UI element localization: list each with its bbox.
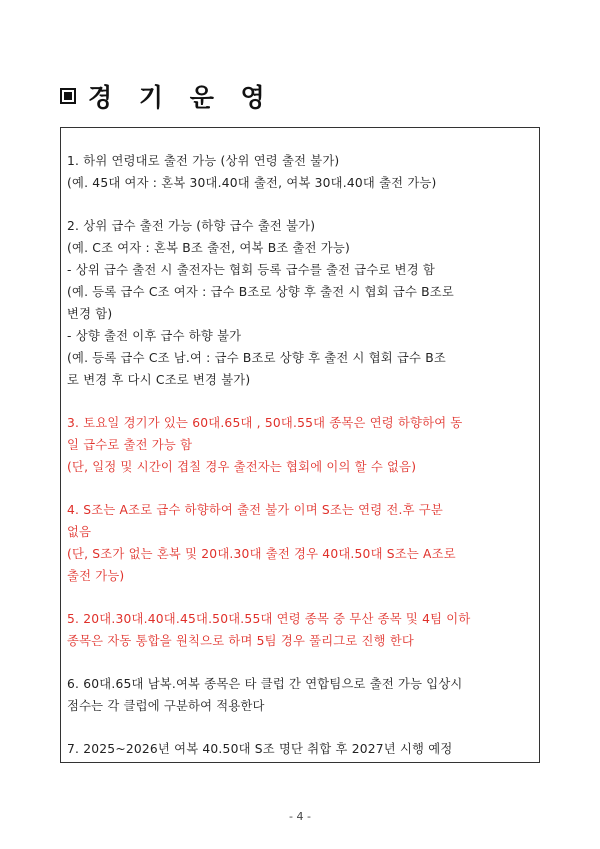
rule-line: 로 변경 후 다시 C조로 변경 불가) xyxy=(67,373,251,387)
rule-section-5 xyxy=(67,608,533,652)
rule-line: 종목은 자동 통합을 원칙으로 하며 5팀 경우 풀리그로 진행 한다 xyxy=(67,634,414,648)
page-heading xyxy=(60,80,274,112)
rule-section-6 xyxy=(67,673,533,717)
rule-line: (예. 등록 급수 C조 여자 : 급수 B조로 상향 후 출전 시 협회 급수 B조로 xyxy=(67,285,454,299)
rule-line: 점수는 각 클럽에 구분하여 적용한다 xyxy=(67,699,265,713)
rules-box xyxy=(60,127,540,763)
rule-line: 6. 60대.65대 남복.여복 종목은 타 클럽 간 연합팀으로 출전 가능 입상시 xyxy=(67,677,463,691)
rule-line: 변경 함) xyxy=(67,307,113,321)
rule-line: (예. 45대 여자 : 혼복 30대.40대 출전, 여복 30대.40대 출전 가능) xyxy=(67,176,437,190)
rule-section-2 xyxy=(67,215,533,391)
rule-line: 3. 토요일 경기가 있는 60대.65대 , 50대.55대 종목은 연령 하향하여 동 xyxy=(67,416,463,430)
rule-line: 출전 가능) xyxy=(67,569,125,583)
rule-line: 7. 2025~2026년 여복 40.50대 S조 명단 취합 후 2027년 시행 예정 xyxy=(67,742,453,756)
rule-section-7 xyxy=(67,738,533,760)
rule-line: 없음 xyxy=(67,525,92,539)
rule-line: (예. C조 여자 : 혼복 B조 출전, 여복 B조 출전 가능) xyxy=(67,241,350,255)
page-number: - 4 - xyxy=(289,810,311,823)
rule-line: - 상향 출전 이후 급수 하향 불가 xyxy=(67,329,242,343)
rule-line: (단, S조가 없는 혼복 및 20대.30대 출전 경우 40대.50대 S조는 A조로 xyxy=(67,547,456,561)
rule-line: (단, 일정 및 시간이 겹칠 경우 출전자는 협회에 이의 할 수 없음) xyxy=(67,460,417,474)
rule-line: 2. 상위 급수 출전 가능 (하향 급수 출전 불가) xyxy=(67,219,316,233)
rule-line: 1. 하위 연령대로 출전 가능 (상위 연령 출전 불가) xyxy=(67,154,340,168)
rule-section-4 xyxy=(67,499,533,587)
rule-line: 일 급수로 출전 가능 함 xyxy=(67,438,193,452)
rule-section-3 xyxy=(67,412,533,478)
page-title: 경 기 운 영 xyxy=(88,83,274,112)
rule-line: - 상위 급수 출전 시 출전자는 협회 등록 급수를 출전 급수로 변경 함 xyxy=(67,263,435,277)
rule-line: (예. 등록 급수 C조 남.여 : 급수 B조로 상향 후 출전 시 협회 급수 B조 xyxy=(67,351,446,365)
rule-line: 4. S조는 A조로 급수 하향하여 출전 불가 이며 S조는 연령 전.후 구분 xyxy=(67,503,443,517)
rule-line: 5. 20대.30대.40대.45대.50대.55대 연령 종목 중 무산 종목 및 4팀 이하 xyxy=(67,612,471,626)
square-box-icon xyxy=(60,88,76,104)
rule-section-1 xyxy=(67,150,533,194)
